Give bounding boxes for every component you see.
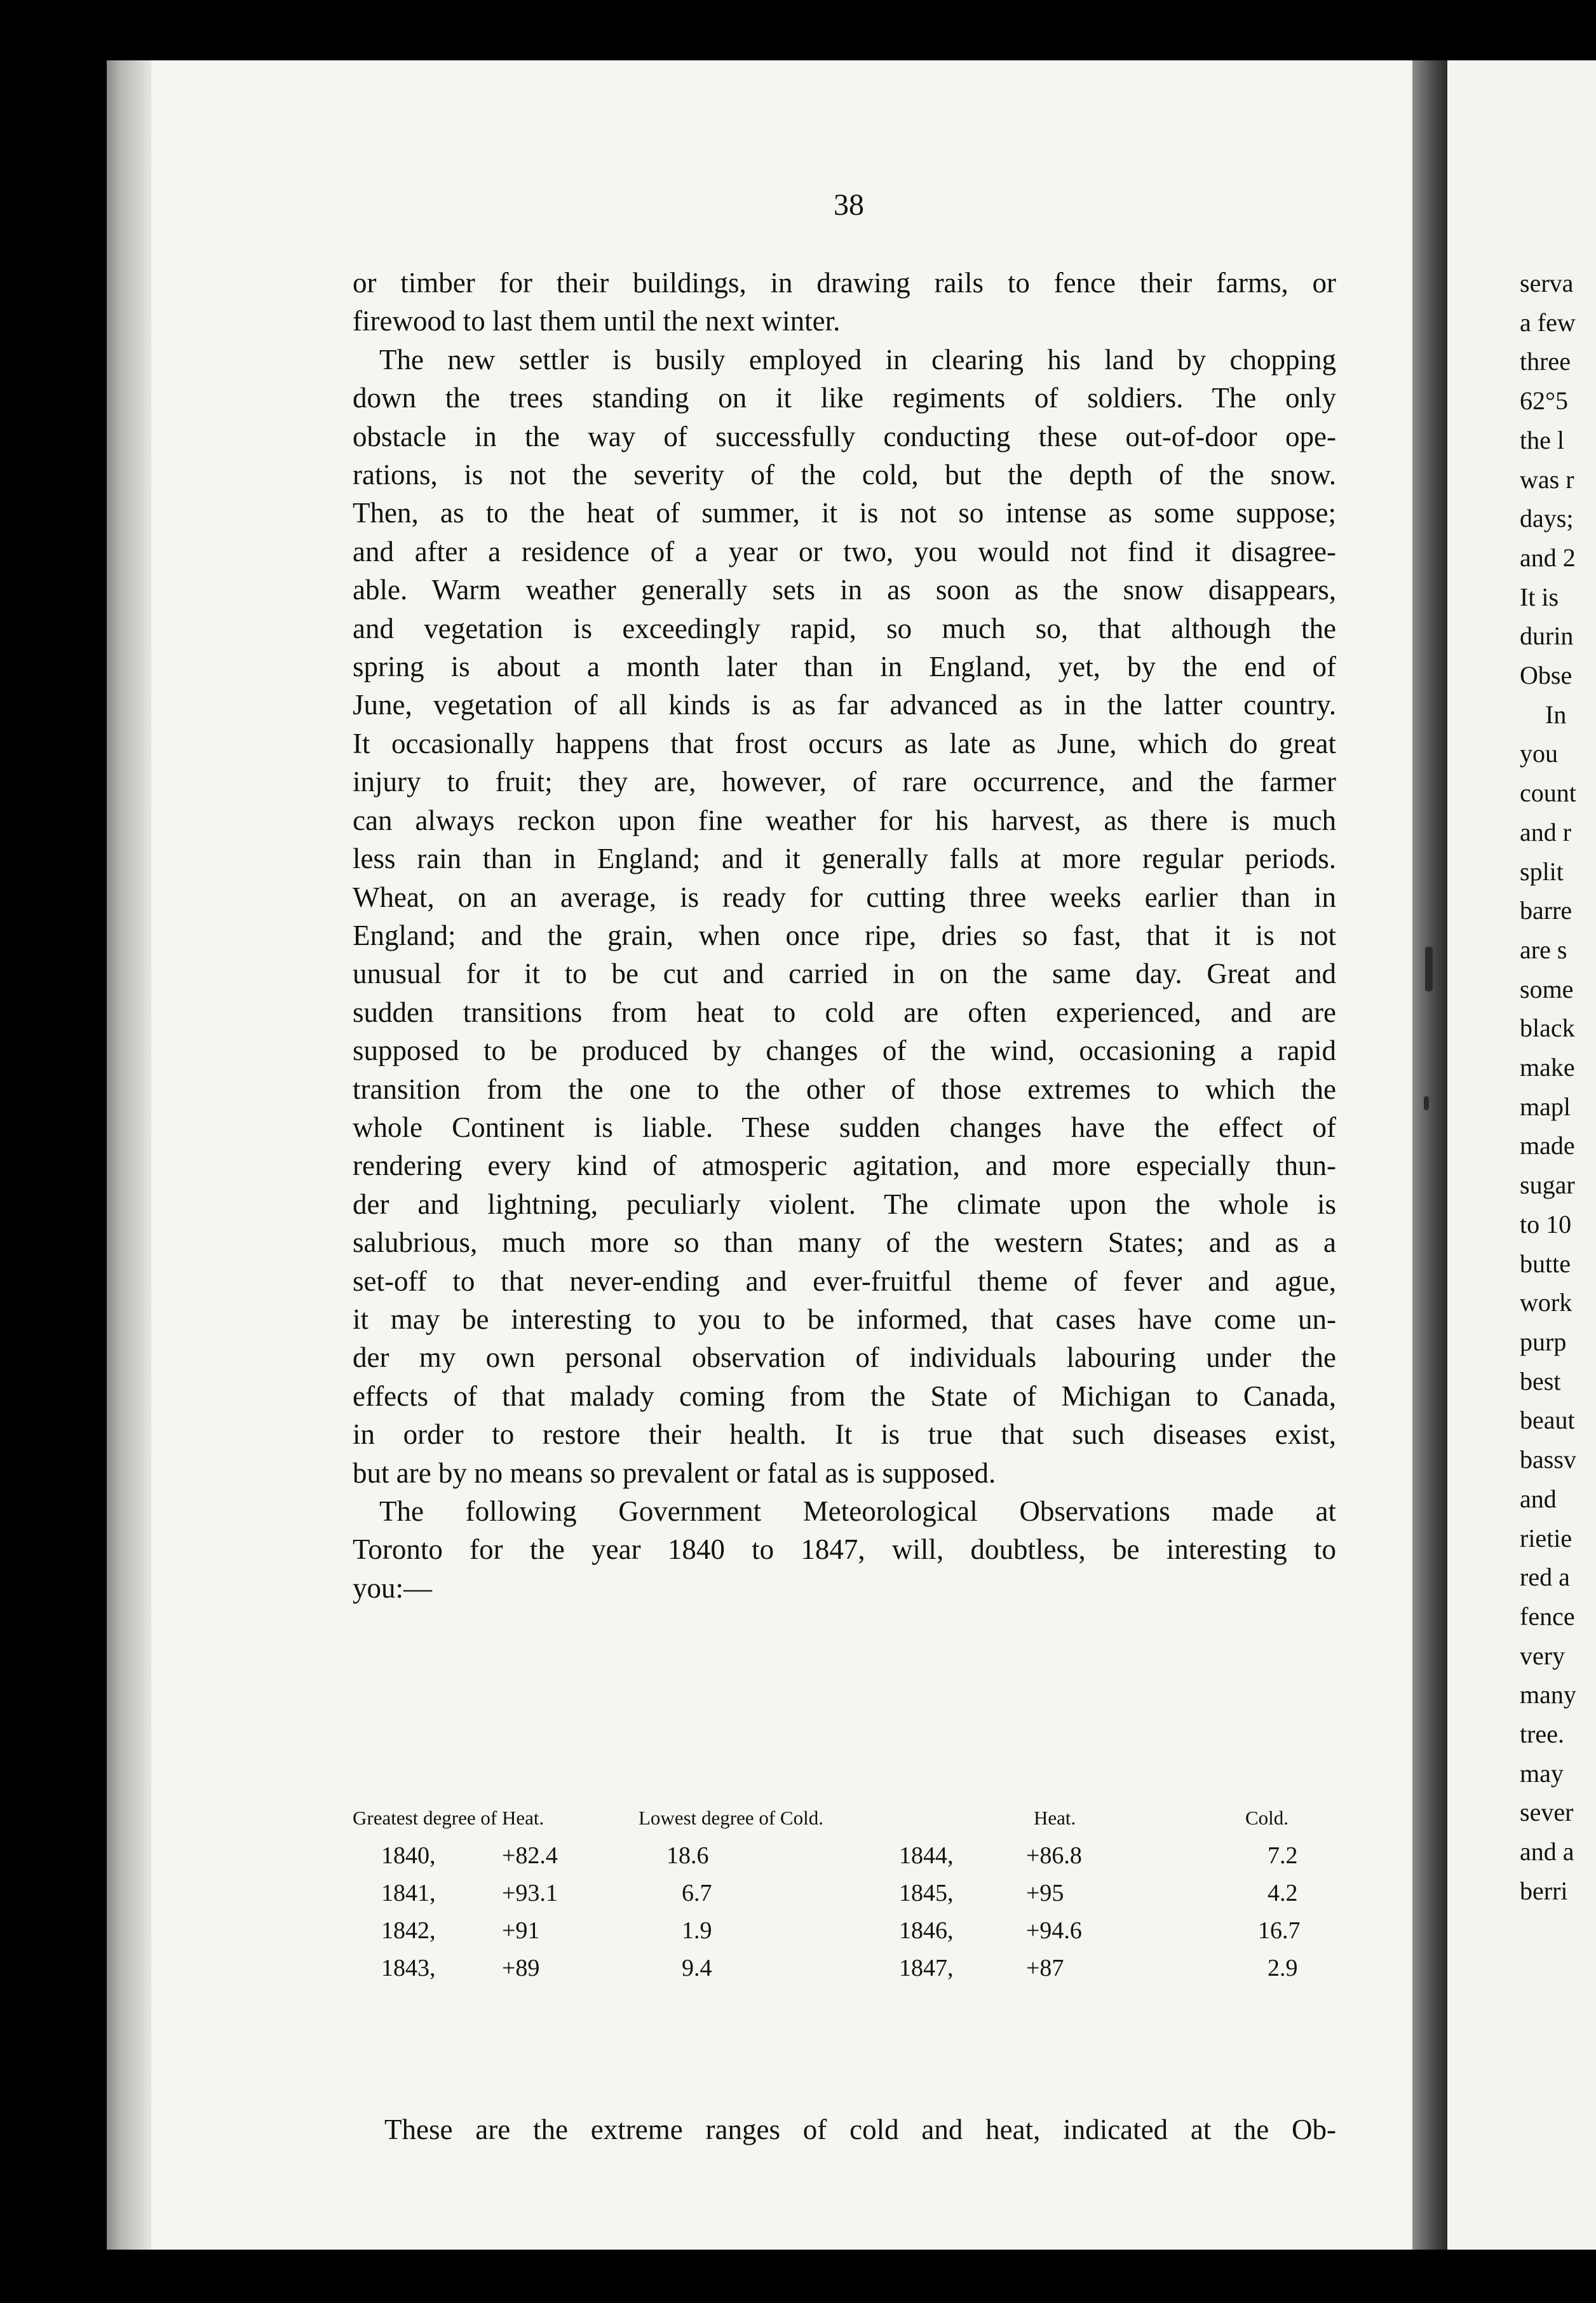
table-header: Greatest degree of Heat. <box>353 1807 544 1829</box>
binding-mark <box>1425 947 1433 991</box>
table-header: Cold. <box>1245 1807 1289 1829</box>
table-cell-heat: +93.1 <box>502 1880 558 1906</box>
text-line: England; and the grain, when once ripe, dries so fast, that it is not <box>353 919 1336 951</box>
table-cell-year: 1843, <box>381 1955 436 1981</box>
text-line: rations, is not the severity of the cold, but the depth of the snow. <box>353 459 1336 491</box>
text-line: and 2 <box>1520 543 1576 572</box>
text-line: sudden transitions from heat to cold are often experienced, and are <box>353 996 1336 1028</box>
text-line: three <box>1520 347 1571 376</box>
text-line: firewood to last them until the next winter. <box>353 305 841 337</box>
text-line: tree. <box>1520 1720 1564 1749</box>
table-cell-heat: +94.6 <box>1026 1917 1082 1944</box>
text-line: and <box>1520 1484 1557 1513</box>
text-line: days; <box>1520 504 1574 533</box>
text-line: but are by no means so prevalent or fatal as is supposed. <box>353 1457 996 1489</box>
text-line: down the trees standing on it like regiments of soldiers. The only <box>353 382 1336 414</box>
text-line: many <box>1520 1680 1576 1709</box>
text-line: It is <box>1520 582 1559 611</box>
text-line: supposed to be produced by changes of the wind, occasioning a rapid <box>353 1035 1336 1067</box>
text-line: may <box>1520 1758 1564 1788</box>
text-line: butte <box>1520 1249 1571 1278</box>
text-line: June, vegetation of all kinds is as far advanced as in the latter country. <box>353 689 1336 721</box>
text-line: spring is about a month later than in England, yet, by the end of <box>353 651 1336 683</box>
table-cell-year: 1844, <box>899 1842 954 1869</box>
text-line: der and lightning, peculiarly violent. The climate upon the whole is <box>353 1188 1336 1220</box>
text-line: split <box>1520 857 1564 886</box>
text-line: a few <box>1520 308 1576 337</box>
text-line: whole Continent is liable. These sudden changes have the effect of <box>353 1111 1336 1143</box>
text-line: was r <box>1520 465 1574 494</box>
text-line: In <box>1545 700 1567 729</box>
closing-text-line: These are the extreme ranges of cold and heat, indicated at the Ob- <box>384 2114 1336 2145</box>
text-line: bassv <box>1520 1445 1576 1474</box>
text-line: are s <box>1520 935 1567 964</box>
text-line: Wheat, on an average, is ready for cutting three weeks earlier than in <box>353 881 1336 913</box>
text-line: injury to fruit; they are, however, of rare occurrence, and the farmer <box>353 766 1336 798</box>
table-cell-year: 1847, <box>899 1955 954 1981</box>
text-line: and a <box>1520 1837 1574 1866</box>
text-line: less rain than in England; and it generally falls at more regular periods. <box>353 843 1336 875</box>
text-line: made <box>1520 1131 1575 1160</box>
text-line: beaut <box>1520 1406 1575 1435</box>
text-line: obstacle in the way of successfully conducting these out-of-door ope- <box>353 420 1336 452</box>
table-cell-year: 1841, <box>381 1880 436 1906</box>
text-line: you:— <box>353 1572 433 1604</box>
text-line: sugar <box>1520 1171 1575 1200</box>
text-line: in order to restore their health. It is true that such diseases exist, <box>353 1418 1336 1451</box>
right-page-text <box>1520 264 1576 1911</box>
text-line: count <box>1520 778 1576 808</box>
text-line: 62°5 <box>1520 386 1568 416</box>
table-cell-year: 1840, <box>381 1842 436 1869</box>
table-cell-heat: +86.8 <box>1026 1842 1082 1869</box>
table-cell-cold: 2.9 <box>1268 1955 1298 1981</box>
table-cell-year: 1846, <box>899 1917 954 1944</box>
table-cell-cold: 9.4 <box>682 1955 712 1981</box>
table-cell-cold: 16.7 <box>1258 1917 1301 1944</box>
text-line: mapl <box>1520 1092 1571 1121</box>
table-cell-year: 1845, <box>899 1880 954 1906</box>
text-line: best <box>1520 1366 1561 1396</box>
text-line: berri <box>1520 1876 1568 1905</box>
text-line: It occasionally happens that frost occurs as late as June, which do great <box>353 727 1336 759</box>
text-line: some <box>1520 974 1574 1003</box>
text-line: and r <box>1520 817 1572 846</box>
table-cell-cold: 6.7 <box>682 1880 712 1906</box>
text-line: make <box>1520 1053 1575 1082</box>
text-line: you <box>1520 739 1558 768</box>
table-cell-cold: 4.2 <box>1268 1880 1298 1906</box>
text-line: rietie <box>1520 1523 1572 1552</box>
text-line: to 10 <box>1520 1209 1572 1239</box>
binding-mark <box>1424 1096 1429 1110</box>
text-line: the l <box>1520 425 1564 454</box>
text-line: der my own personal observation of individuals labouring under the <box>353 1342 1336 1374</box>
table-header: Heat. <box>1034 1807 1076 1829</box>
page-number: 38 <box>834 188 864 222</box>
table-cell-heat: +82.4 <box>502 1842 558 1869</box>
text-line: work <box>1520 1288 1572 1317</box>
table-header: Lowest degree of Cold. <box>639 1807 823 1829</box>
text-line: or timber for their buildings, in drawing rails to fence their farms, or <box>353 267 1336 299</box>
text-line: rendering every kind of atmosperic agitation, and more especially thun- <box>353 1150 1336 1182</box>
text-line: and vegetation is exceedingly rapid, so much so, that although the <box>353 612 1336 644</box>
text-line: Toronto for the year 1840 to 1847, will, doubtless, be interesting to <box>353 1533 1336 1566</box>
text-line: Obse <box>1520 661 1572 690</box>
page-edge-shadow <box>107 60 151 2250</box>
text-line: durin <box>1520 622 1574 651</box>
table-cell-cold: 1.9 <box>682 1917 712 1944</box>
text-line: able. Warm weather generally sets in as soon as the snow disappears, <box>353 574 1336 606</box>
table-cell-heat: +87 <box>1026 1955 1064 1981</box>
table-cell-cold: 7.2 <box>1268 1842 1298 1869</box>
text-line: red a <box>1520 1563 1570 1592</box>
text-line: black <box>1520 1014 1575 1043</box>
text-line: effects of that malady coming from the State of Michigan to Canada, <box>353 1380 1336 1412</box>
table-cell-year: 1842, <box>381 1917 436 1944</box>
text-line: The new settler is busily employed in clearing his land by chopping <box>379 343 1336 376</box>
book-gutter <box>1412 60 1447 2250</box>
table-cell-heat: +91 <box>502 1917 540 1944</box>
text-line: can always reckon upon fine weather for his harvest, as there is much <box>353 804 1336 836</box>
text-line: it may be interesting to you to be informed, that cases have come un- <box>353 1303 1336 1335</box>
text-line: barre <box>1520 896 1572 925</box>
text-line: set-off to that never-ending and ever-fruitful theme of fever and ague, <box>353 1265 1336 1297</box>
text-line: serva <box>1520 269 1574 297</box>
text-line: purp <box>1520 1327 1567 1356</box>
text-line: sever <box>1520 1798 1574 1827</box>
text-line: Then, as to the heat of summer, it is not so intense as some suppose; <box>353 497 1336 529</box>
table-cell-heat: +89 <box>502 1955 540 1981</box>
text-line: and after a residence of a year or two, you would not find it disagree- <box>353 535 1336 567</box>
page-body-text <box>353 264 1336 1607</box>
table-cell-cold: 18.6 <box>666 1842 709 1869</box>
text-line: The following Government Meteorological Observations made at <box>379 1495 1336 1527</box>
text-line: unusual for it to be cut and carried in on the same day. Great and <box>353 958 1336 990</box>
table-cell-heat: +95 <box>1026 1880 1064 1906</box>
text-line: very <box>1520 1641 1566 1670</box>
text-line: salubrious, much more so than many of the western States; and as a <box>353 1226 1336 1259</box>
text-line: fence <box>1520 1601 1575 1631</box>
text-line: transition from the one to the other of those extremes to which the <box>353 1073 1336 1105</box>
